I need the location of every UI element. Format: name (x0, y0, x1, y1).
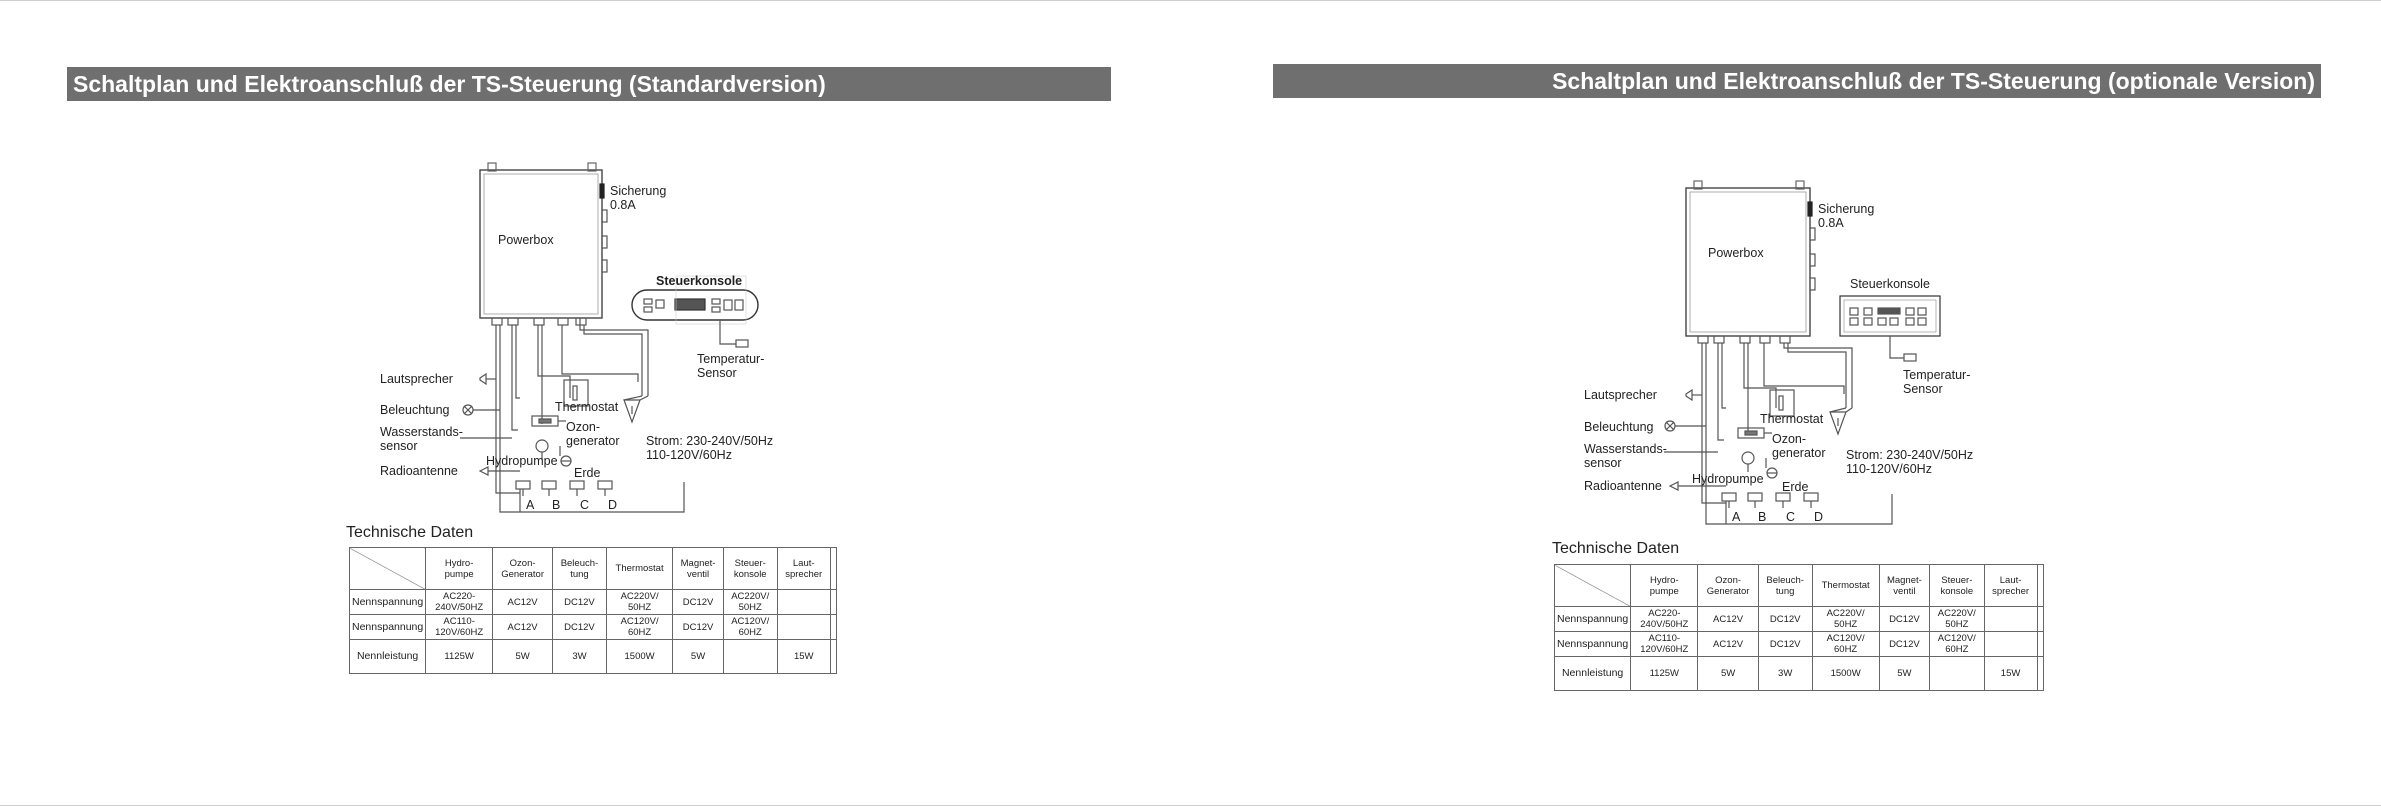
table-row (1555, 632, 2044, 657)
cell: AC110- 120V/60HZ (1631, 632, 1698, 657)
powerbox-label: Powerbox (1708, 246, 1764, 260)
lighting-label: Beleuchtung (1584, 420, 1654, 434)
powerbox-label: Powerbox (498, 233, 554, 247)
header-thermostat: Thermostat (606, 548, 673, 590)
cell: AC120V/ 60HZ (1930, 632, 1984, 657)
table-row (350, 615, 837, 640)
table-corner (350, 548, 426, 590)
row-label: Nennspannung (350, 615, 426, 640)
cell (830, 615, 836, 640)
cell: DC12V (1879, 607, 1929, 632)
cell (2037, 632, 2043, 657)
header-ozone: Ozon- Generator (1698, 565, 1758, 607)
powerbox-shape (1686, 188, 1810, 336)
cell: AC110- 120V/60HZ (426, 615, 493, 640)
cell (777, 615, 830, 640)
connector-b-label: B (552, 498, 561, 512)
tech-data-table (1554, 564, 2044, 691)
header-console: Steuer- konsole (1930, 565, 1984, 607)
cell: 5W (1698, 657, 1758, 691)
earth-label: Erde (1782, 480, 1809, 494)
thermostat-label: Thermostat (1760, 412, 1824, 426)
cell (2037, 657, 2043, 691)
connector-b-label: B (1758, 510, 1767, 524)
pump-label: Hydropumpe (1692, 472, 1764, 486)
cell: DC12V (553, 590, 607, 615)
connector-c-label: C (1786, 510, 1796, 524)
cell: AC120V/ 60HZ (1812, 632, 1879, 657)
cell (830, 640, 836, 674)
cell: 5W (673, 640, 723, 674)
connector-d-label: D (608, 498, 618, 512)
cell: DC12V (553, 615, 607, 640)
level-sensor-label: Wasserstands- sensor (380, 425, 463, 453)
table-row (350, 590, 837, 615)
connector-d-label: D (1814, 510, 1824, 524)
console-shape (1840, 296, 1940, 336)
temperature-sensor-label: Temperatur- Sensor (697, 352, 765, 380)
antenna-label: Radioantenne (380, 464, 458, 478)
cell: 1125W (426, 640, 493, 674)
fuse-shape (1808, 202, 1812, 216)
row-label: Nennleistung (1555, 657, 1631, 691)
bottom-border (0, 805, 2381, 806)
cell (2037, 607, 2043, 632)
cell: DC12V (673, 590, 723, 615)
fuse-shape (600, 184, 604, 198)
temperature-sensor-label: Temperatur- Sensor (1903, 368, 1971, 396)
header-empty (830, 548, 836, 590)
cell: AC220- 240V/50HZ (426, 590, 493, 615)
table-row (1555, 607, 2044, 632)
antenna-label: Radioantenne (1584, 479, 1662, 493)
tech-data-title: Technische Daten (346, 524, 474, 541)
table-row (350, 640, 837, 674)
cell: AC12V (1698, 632, 1758, 657)
row-label: Nennspannung (1555, 607, 1631, 632)
fuse-label: Sicherung 0.8A (1818, 202, 1875, 230)
earth-label: Erde (574, 466, 601, 480)
header-speaker: Laut- sprecher (1984, 565, 2037, 607)
cell: 1500W (606, 640, 673, 674)
cell: 1500W (1812, 657, 1879, 691)
cell (1984, 607, 2037, 632)
header-valve: Magnet- ventil (1879, 565, 1929, 607)
ozone-generator-label: Ozon- generator (1772, 432, 1826, 460)
cell: AC12V (493, 590, 553, 615)
cell (830, 590, 836, 615)
power-supply-label: Strom: 230-240V/50Hz 110-120V/60Hz (646, 434, 774, 462)
cell: 1125W (1631, 657, 1698, 691)
cell (1930, 657, 1984, 691)
cell: 15W (1984, 657, 2037, 691)
banner-standard-version: Schaltplan und Elektroanschluß der TS-Steuerung (Standardversion) (67, 67, 1111, 101)
top-border (0, 0, 2381, 1)
wiring-diagram-optional (1548, 168, 2088, 708)
cell: AC220V/ 50HZ (1812, 607, 1879, 632)
speaker-label: Lautsprecher (1584, 388, 1657, 402)
header-lighting: Beleuch- tung (1758, 565, 1812, 607)
cell: AC12V (1698, 607, 1758, 632)
table-corner (1555, 565, 1631, 607)
header-thermostat: Thermostat (1812, 565, 1879, 607)
lighting-label: Beleuchtung (380, 403, 450, 417)
pump-label: Hydropumpe (486, 454, 558, 468)
fuse-label: Sicherung 0.8A (610, 184, 667, 212)
connector-a-label: A (526, 498, 535, 512)
row-label: Nennleistung (350, 640, 426, 674)
console-label: Steuerkonsole (1850, 277, 1930, 291)
tech-data-title: Technische Daten (1552, 540, 1680, 557)
cell (1984, 632, 2037, 657)
cell: AC220- 240V/50HZ (1631, 607, 1698, 632)
cell: AC120V/ 60HZ (606, 615, 673, 640)
cell: 3W (1758, 657, 1812, 691)
wiring-diagram-standard (320, 148, 860, 688)
cell: 5W (1879, 657, 1929, 691)
thermostat-label: Thermostat (555, 400, 619, 414)
connector-c-label: C (580, 498, 590, 512)
tech-data-table (349, 547, 837, 674)
banner-optional-version: Schaltplan und Elektroanschluß der TS-Steuerung (optionale Version) (1273, 64, 2321, 98)
header-speaker: Laut- sprecher (777, 548, 830, 590)
cell: 5W (493, 640, 553, 674)
power-supply-label: Strom: 230-240V/50Hz 110-120V/60Hz (1846, 448, 1974, 476)
connector-a-label: A (1732, 510, 1741, 524)
cell: DC12V (673, 615, 723, 640)
cell: DC12V (1758, 632, 1812, 657)
header-empty (2037, 565, 2043, 607)
header-valve: Magnet- ventil (673, 548, 723, 590)
speaker-label: Lautsprecher (380, 372, 453, 386)
cell: DC12V (1879, 632, 1929, 657)
table-row (1555, 657, 2044, 691)
console-label: Steuerkonsole (656, 274, 743, 288)
cell: AC220V/ 50HZ (1930, 607, 1984, 632)
cell: AC120V/ 60HZ (723, 615, 777, 640)
header-pump: Hydro- pumpe (1631, 565, 1698, 607)
cell: AC12V (493, 615, 553, 640)
header-ozone: Ozon- Generator (493, 548, 553, 590)
cell (723, 640, 777, 674)
cell (777, 590, 830, 615)
cell: 3W (553, 640, 607, 674)
header-console: Steuer- konsole (723, 548, 777, 590)
ozone-generator-label: Ozon- generator (566, 420, 620, 448)
cell: DC12V (1758, 607, 1812, 632)
header-lighting: Beleuch- tung (553, 548, 607, 590)
row-label: Nennspannung (350, 590, 426, 615)
cell: AC220V/ 50HZ (723, 590, 777, 615)
header-pump: Hydro- pumpe (426, 548, 493, 590)
level-sensor-label: Wasserstands- sensor (1584, 442, 1667, 470)
row-label: Nennspannung (1555, 632, 1631, 657)
cell: AC220V/ 50HZ (606, 590, 673, 615)
cell: 15W (777, 640, 830, 674)
